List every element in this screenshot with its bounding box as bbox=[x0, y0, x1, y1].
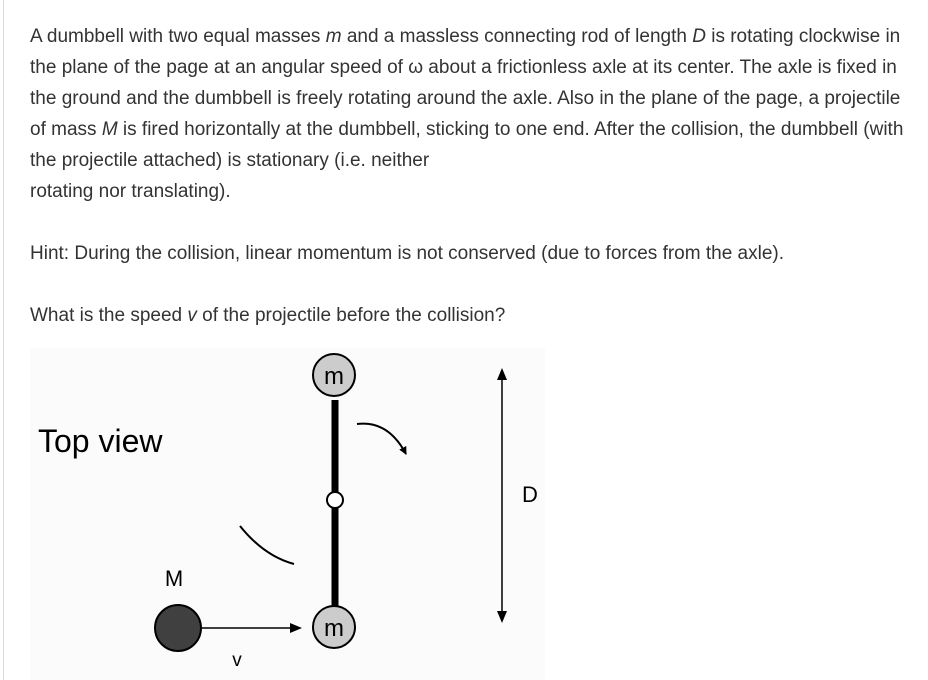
figure-svg bbox=[30, 348, 545, 680]
axle bbox=[327, 492, 343, 508]
rotation-arc-icon bbox=[240, 526, 294, 564]
velocity-label: v bbox=[232, 650, 242, 671]
projectile-label: M bbox=[164, 566, 184, 591]
length-label: D bbox=[522, 482, 538, 507]
dumbbell-figure bbox=[30, 348, 545, 680]
top-mass-label: m bbox=[324, 363, 344, 390]
var-v: v bbox=[187, 305, 197, 326]
text-span: What is the speed bbox=[30, 305, 188, 326]
text-span: A dumbbell with two equal masses bbox=[30, 26, 326, 47]
text-span: and a massless connecting rod of length bbox=[341, 26, 693, 47]
projectile bbox=[155, 605, 201, 651]
var-D: D bbox=[692, 26, 706, 47]
question-paragraph bbox=[30, 300, 920, 331]
text-span: of the projectile before the collision? bbox=[196, 305, 506, 326]
problem-text bbox=[30, 21, 920, 331]
bottom-mass-label: m bbox=[324, 615, 344, 642]
text-span: rotating nor translating). bbox=[30, 181, 231, 202]
arrow-right-icon bbox=[290, 623, 302, 633]
problem-paragraph bbox=[30, 21, 920, 207]
text-span: is rotating clockwise in the plane of the page at an angular speed of ω about a frictionless axle at its center. The axle is fixed in the ground and the dumbbell is freely rotating around the axle. Also in the plane of the page, a projectile of mass bbox=[30, 26, 901, 140]
rotation-arrow-icon bbox=[357, 424, 406, 454]
page-left-border bbox=[3, 0, 4, 680]
var-M: M bbox=[101, 119, 118, 140]
hint-paragraph: Hint: During the collision, linear momentum is not conserved (due to forces from the axle). bbox=[30, 243, 784, 264]
arrow-up-icon bbox=[497, 368, 507, 380]
figure-title: Top view bbox=[38, 423, 163, 459]
text-span: is fired horizontally at the dumbbell, sticking to one end. After the collision, the dumbbell (with the projectile attached) is stationary (i.e. neither bbox=[30, 119, 904, 171]
var-m: m bbox=[325, 26, 342, 47]
arrow-down-icon bbox=[497, 611, 507, 623]
